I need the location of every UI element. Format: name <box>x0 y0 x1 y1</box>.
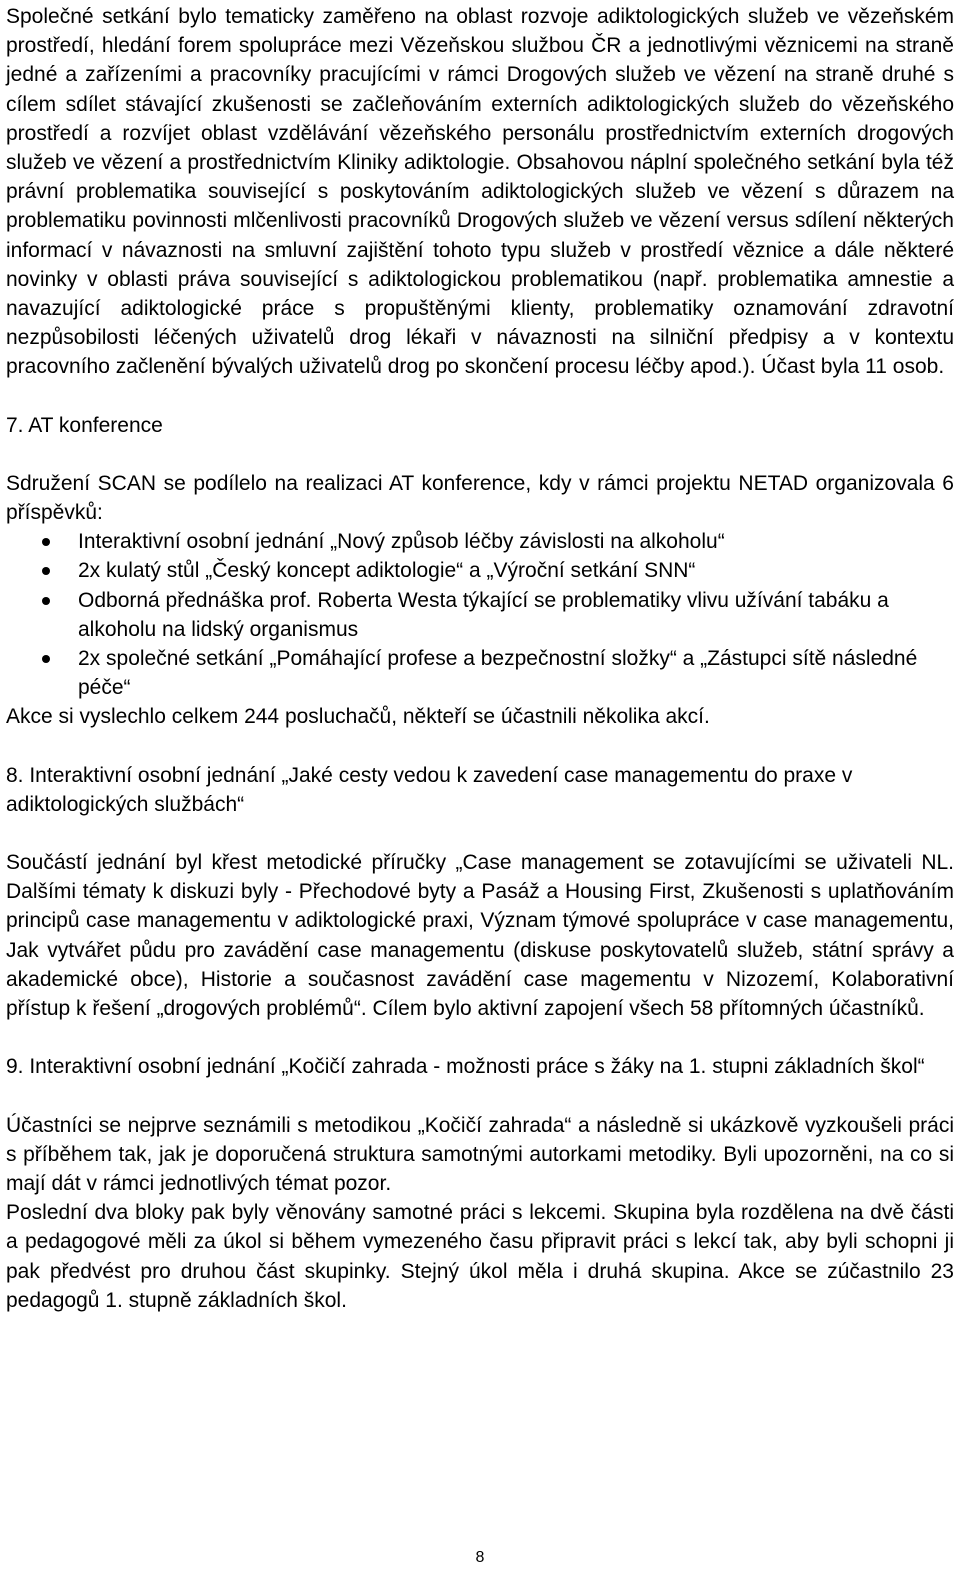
list-item <box>6 556 954 585</box>
list-item <box>6 586 954 644</box>
section-7-heading: 7. AT konference <box>6 413 163 437</box>
list-item-text: Odborná přednáška prof. Roberta Westa týkající se problematiky vlivu užívání tabáku a alkoholu na lidský organismus <box>78 588 889 641</box>
bullet-icon <box>42 567 50 575</box>
list-item <box>6 527 954 556</box>
section-7-bullet-list <box>6 527 954 702</box>
page-number: 8 <box>475 1549 485 1566</box>
list-item-text: 2x společné setkání „Pomáhající profese a bezpečnostní složky“ a „Zástupci sítě následné péče“ <box>78 647 918 700</box>
section-7-outro: Akce si vyslechlo celkem 244 posluchačů, někteří se účastnili několika akcí. <box>6 705 710 729</box>
list-item <box>6 644 954 702</box>
section-8-heading: 8. Interaktivní osobní jednání „Jaké cesty vedou k zavedení case managementu do praxe v adiktologických službách“ <box>6 763 853 816</box>
spacer <box>6 1023 954 1052</box>
section-7-intro: Sdružení SCAN se podílelo na realizaci AT konference, kdy v rámci projektu NETAD organizovala 6 příspěvků: <box>6 471 954 525</box>
document-page <box>6 2 954 1315</box>
spacer <box>6 1082 954 1111</box>
bullet-icon <box>42 538 50 546</box>
section-8-body: Součástí jednání byl křest metodické příručky „Case management se zotavujícími se uživateli NL. Dalšími tématy k diskuzi byly - Přechodové byty a Pasáž a Housing First, Zkušenosti s uplatňováním principů case managementu v adiktologické praxi, Význam týmové spolupráce v case managementu, Jak vytvářet půdu pro zavádění case managementu (diskuse poskytovatelů služeb, státní správy a akademické obce), Historie a současnost zavádění case magementu v Nizozemí, Kolaborativní přístup k řešení „drogových problémů“. Cílem bylo aktivní zapojení všech 58 přítomných účastníků. <box>6 851 954 1021</box>
intro-paragraph: Společné setkání bylo tematicky zaměřeno na oblast rozvoje adiktologických služeb ve vězeňském prostředí, hledání forem spolupráce mezi Vězeňskou službou ČR a jednotlivými věznicemi na straně jedné a zařízeními a pracovníky pracujícími v rámci Drogových služeb ve vězení na straně druhé s cílem sdílet stávající zkušenosti se začleňováním externích adiktologických služeb do vězeňského prostředí a rozvíjet oblast vzdělávání vězeňského personálu prostřednictvím externích drogových služeb ve vězení a prostřednictvím Kliniky adiktologie. Obsahovou náplní společného setkání byla též právní problematika související s poskytováním adiktologických služeb ve vězení s důrazem na problematiku povinnosti mlčenlivosti pracovníků Drogových služeb ve vězení versus sdílení některých informací v návaznosti na smluvní zajištění tohoto typu služeb v prostředí věznice a dále některé novinky v oblasti práva související s adiktologickou problematikou (např. problematika amnestie a navazující adiktologické práce s propuštěnými klienty, problematiky oznamování zdravotní nezpůsobilosti léčených uživatelů drog lékaři v návaznosti na silniční předpisy a v kontextu pracovního začlenění bývalých uživatelů drog po skončení procesu léčby apod.). Účast byla 11 osob. <box>6 5 954 379</box>
spacer <box>6 732 954 761</box>
list-item-text: 2x kulatý stůl „Český koncept adiktologie“ a „Výroční setkání SNN“ <box>78 559 696 583</box>
spacer <box>6 440 954 469</box>
section-9-body-1: Účastníci se nejprve seznámili s metodikou „Kočičí zahrada“ a následně si ukázkově vyzkoušeli práci s příběhem tak, jak je doporučená struktura samotnými autorkami metodiky. Byli upozorněni, na co si mají dát v rámci jednotlivých témat pozor. <box>6 1113 954 1195</box>
spacer <box>6 382 954 411</box>
section-9-body-2: Poslední dva bloky pak byly věnovány samotné práci s lekcemi. Skupina byla rozdělena na dvě části a pedagogové měli za úkol si během vymezeného času připravit práci s lekcí tak, aby byli schopni ji pak předvést pro druhou část skupinky. Stejný úkol měla i druhá skupina. Akce se zúčastnilo 23 pedagogů 1. stupně základních škol. <box>6 1201 954 1312</box>
bullet-icon <box>42 655 50 663</box>
list-item-text: Interaktivní osobní jednání „Nový způsob léčby závislosti na alkoholu“ <box>78 530 725 554</box>
spacer <box>6 819 954 848</box>
section-9-heading: 9. Interaktivní osobní jednání „Kočičí zahrada - možnosti práce s žáky na 1. stupni základních škol“ <box>6 1055 925 1079</box>
bullet-icon <box>42 597 50 605</box>
